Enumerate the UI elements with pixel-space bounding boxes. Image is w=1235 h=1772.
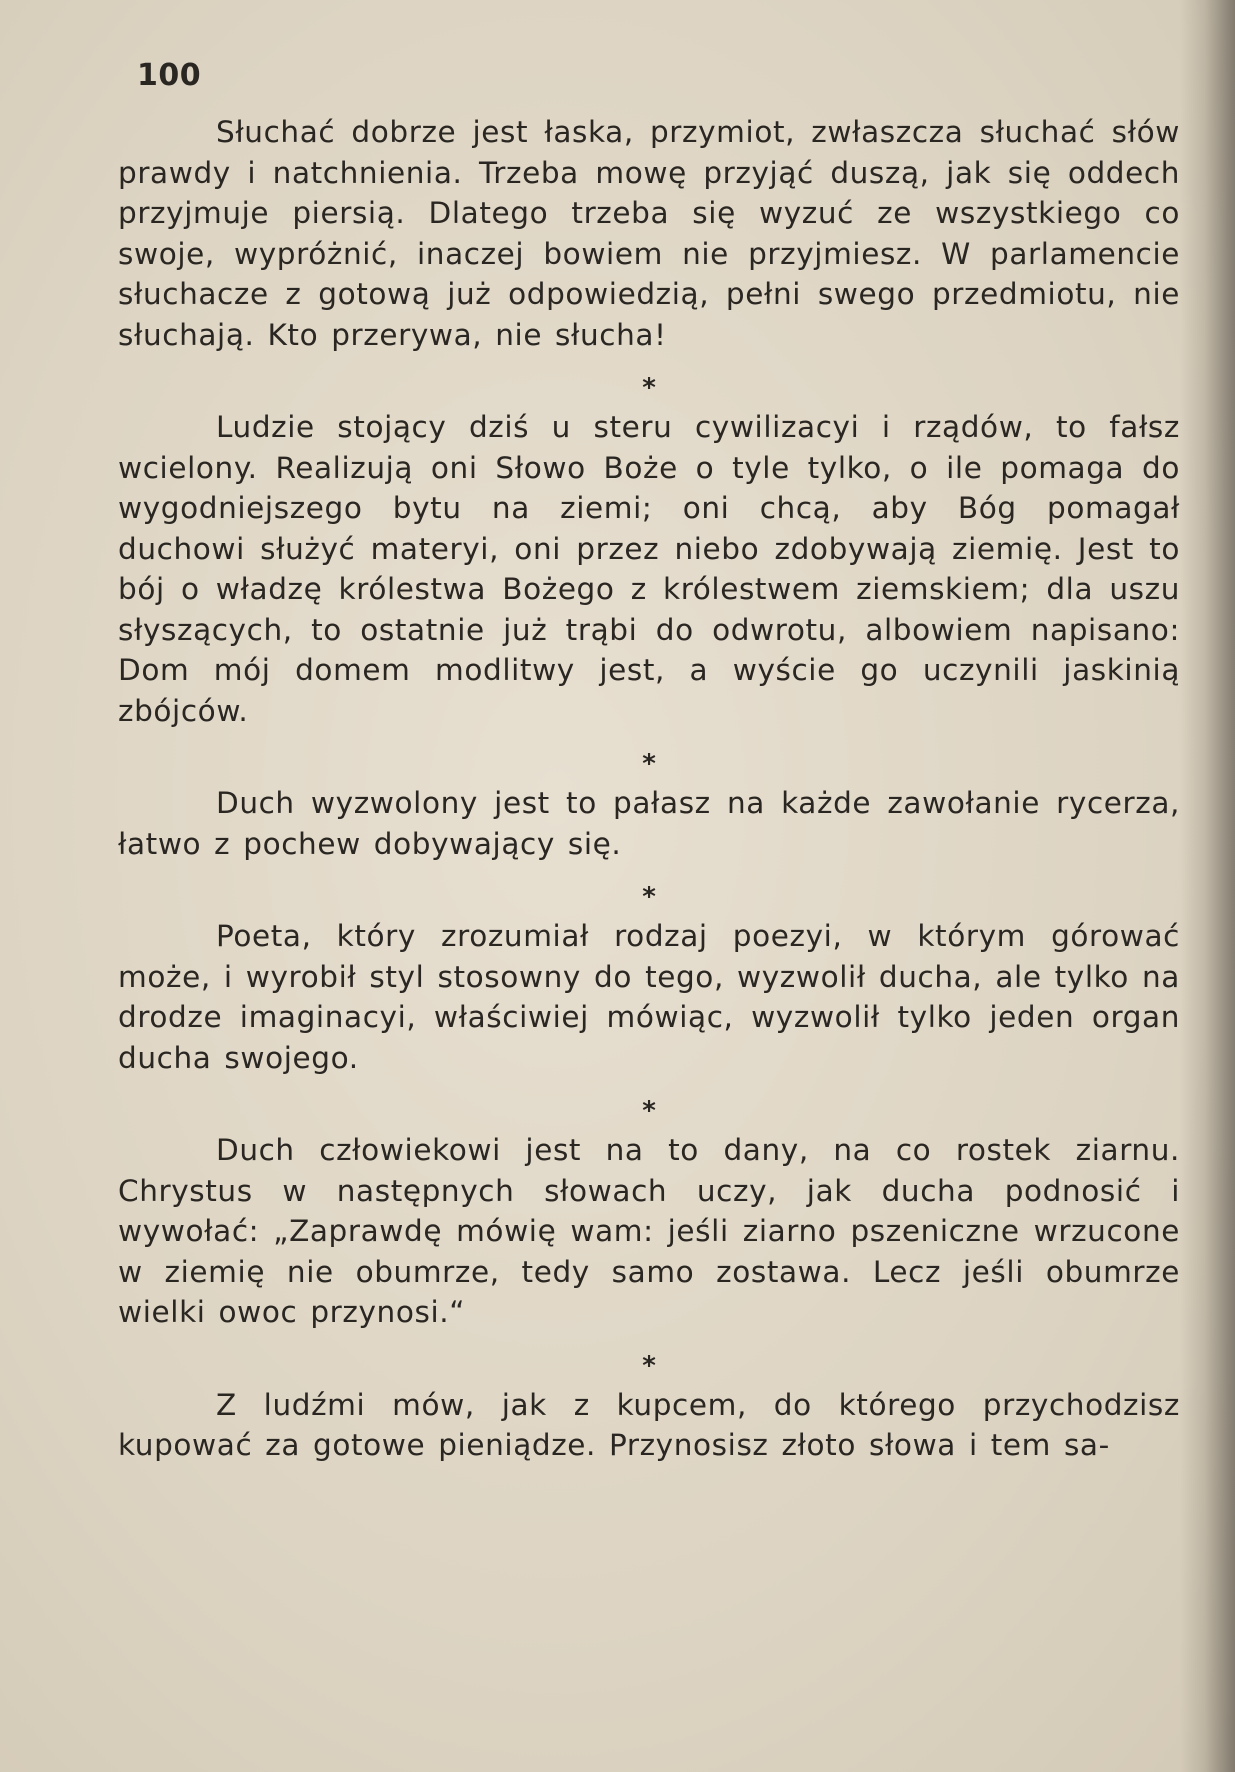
paragraph-1: Słuchać dobrze jest łaska, przymiot, zwłaszcza słuchać słów prawdy i natchnienia. Trzeba mowę przyjąć duszą, jak się oddech przyjmuje piersią. Dlatego trzeba się wyzuć ze wszystkiego co swoje, wypróżnić, inaczej bowiem nie przyjmiesz. W parlamencie słuchacze z gotową już odpowiedzią, pełni swego przedmiotu, nie słuchają. Kto przerywa, nie słucha! xyxy=(118,115,1180,352)
paragraph-6: Z ludźmi mów, jak z kupcem, do którego przychodzisz kupować za gotowe pieniądze. Przynosisz złoto słowa i tem sa- xyxy=(118,1387,1180,1462)
section-separator: * xyxy=(642,1350,656,1381)
page-text xyxy=(118,112,1180,1466)
section-separator: * xyxy=(642,882,656,912)
paragraph-2: Ludzie stojący dziś u steru cywilizacyi i rządów, to fałsz wcielony. Realizują oni Słowo Boże o tyle tylko, o ile pomaga do wygodniejszego bytu na ziemi; oni chcą, aby Bóg pomagał duchowi służyć materyi, oni przez niebo zdobywają ziemię. Jest to bój o władzę królestwa Bożego z królestwem ziemskiem; dla uszu słyszących, to ostatnie już trąbi do odwrotu, albowiem napisano: Dom mój domem modlitwy jest, a wyście go uczynili jaskinią zbójców. xyxy=(118,410,1180,728)
section-separator: * xyxy=(642,749,656,779)
paragraph-3: Duch wyzwolony jest to pałasz na każde zawołanie rycerza, łatwo z pochew dobywający się. xyxy=(118,786,1180,861)
section-separator: * xyxy=(642,373,656,403)
page-number: 100 xyxy=(137,58,202,93)
paragraph-4: Poeta, który zrozumiał rodzaj poezyi, w którym górować może, i wyrobił styl stosowny do tego, wyzwolił ducha, ale tylko na drodze imaginacyi, właściwiej mówiąc, wyzwolił tylko jeden organ ducha swojego. xyxy=(118,919,1180,1075)
paragraph-5: Duch człowiekowi jest na to dany, na co rostek ziarnu. Chrystus w następnych słowach uczy, jak ducha podnosić i wywołać: „Zaprawdę mówię wam: jeśli ziarno pszeniczne wrzucone w ziemię nie obumrze, tedy samo zostawa. Lecz jeśli obumrze wielki owoc przynosi.“ xyxy=(118,1133,1180,1329)
page-edge-shadow xyxy=(1180,0,1235,1772)
section-separator: * xyxy=(642,1096,656,1126)
